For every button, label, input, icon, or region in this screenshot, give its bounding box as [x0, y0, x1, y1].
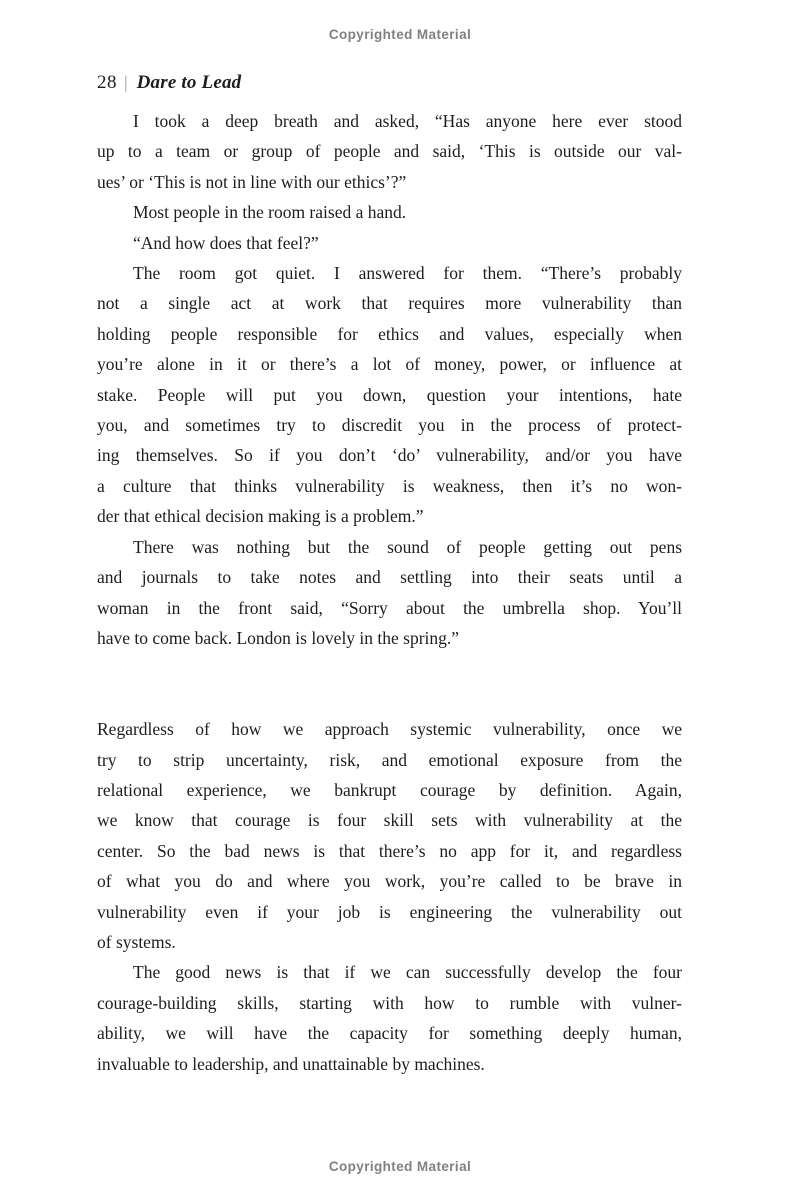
text-line: center. So the bad news is that there’s no app for it, and regardless	[97, 840, 682, 861]
page-body	[97, 106, 682, 1079]
text-line: The room got quiet. I answered for them. “There’s probably	[133, 263, 682, 284]
paragraph	[97, 228, 682, 258]
copyright-notice-top: Copyrighted Material	[328, 27, 472, 42]
text-line: have to come back. London is lovely in the spring.”	[97, 627, 460, 648]
paragraph	[97, 258, 682, 532]
text-line: Regardless of how we approach systemic vulnerability, once we	[97, 719, 682, 740]
paragraph	[97, 532, 682, 654]
text-line: you, and sometimes try to discredit you in the process of protect-	[97, 415, 682, 436]
text-line: and journals to take notes and settling into their seats until a	[97, 567, 682, 588]
text-line: vulnerability even if your job is engineering the vulnerability out	[97, 901, 682, 922]
text-line: relational experience, we bankrupt courage by definition. Again,	[97, 779, 682, 800]
text-line: There was nothing but the sound of people getting out pens	[133, 536, 682, 557]
text-line: a culture that thinks vulnerability is weakness, then it’s no won-	[97, 475, 682, 496]
text-line: not a single act at work that requires more vulnerability than	[97, 293, 682, 314]
text-line: of systems.	[97, 931, 176, 952]
text-line: of what you do and where you work, you’re called to be brave in	[97, 871, 682, 892]
paragraph	[97, 197, 682, 227]
text-line: courage-building skills, starting with how to rumble with vulner-	[97, 992, 682, 1013]
book-title: Dare to Lead	[136, 72, 242, 93]
text-line: I took a deep breath and asked, “Has anyone here ever stood	[133, 111, 682, 131]
copyright-notice-bottom: Copyrighted Material	[328, 1159, 472, 1174]
text-line: ability, we will have the capacity for something deeply human,	[97, 1023, 682, 1044]
paragraph	[97, 714, 682, 957]
text-line: der that ethical decision making is a problem.”	[97, 506, 424, 527]
page-header	[97, 70, 241, 95]
header-separator: |	[124, 72, 128, 92]
paragraph	[97, 957, 682, 1079]
text-line: holding people responsible for ethics and values, especially when	[97, 323, 682, 344]
text-line: we know that courage is four skill sets with vulnerability at the	[97, 810, 682, 831]
text-line: try to strip uncertainty, risk, and emotional exposure from the	[97, 749, 682, 770]
text-line: Most people in the room raised a hand.	[133, 202, 407, 223]
text-line: ues’ or ‘This is not in line with our ethics’?”	[97, 171, 407, 192]
text-line: stake. People will put you down, question your intentions, hate	[97, 384, 682, 405]
text-line: woman in the front said, “Sorry about the umbrella shop. You’ll	[97, 597, 682, 618]
page-number: 28	[97, 72, 117, 93]
text-line: “And how does that feel?”	[133, 232, 319, 253]
text-line: ing themselves. So if you don’t ‘do’ vulnerability, and/or you have	[97, 445, 682, 466]
text-line: The good news is that if we can successfully develop the four	[133, 962, 682, 983]
text-line: up to a team or group of people and said, ‘This is outside our val-	[97, 141, 682, 162]
text-line: invaluable to leadership, and unattainable by machines.	[97, 1053, 485, 1074]
text-line: you’re alone in it or there’s a lot of money, power, or influence at	[97, 354, 682, 375]
paragraph	[97, 106, 682, 197]
